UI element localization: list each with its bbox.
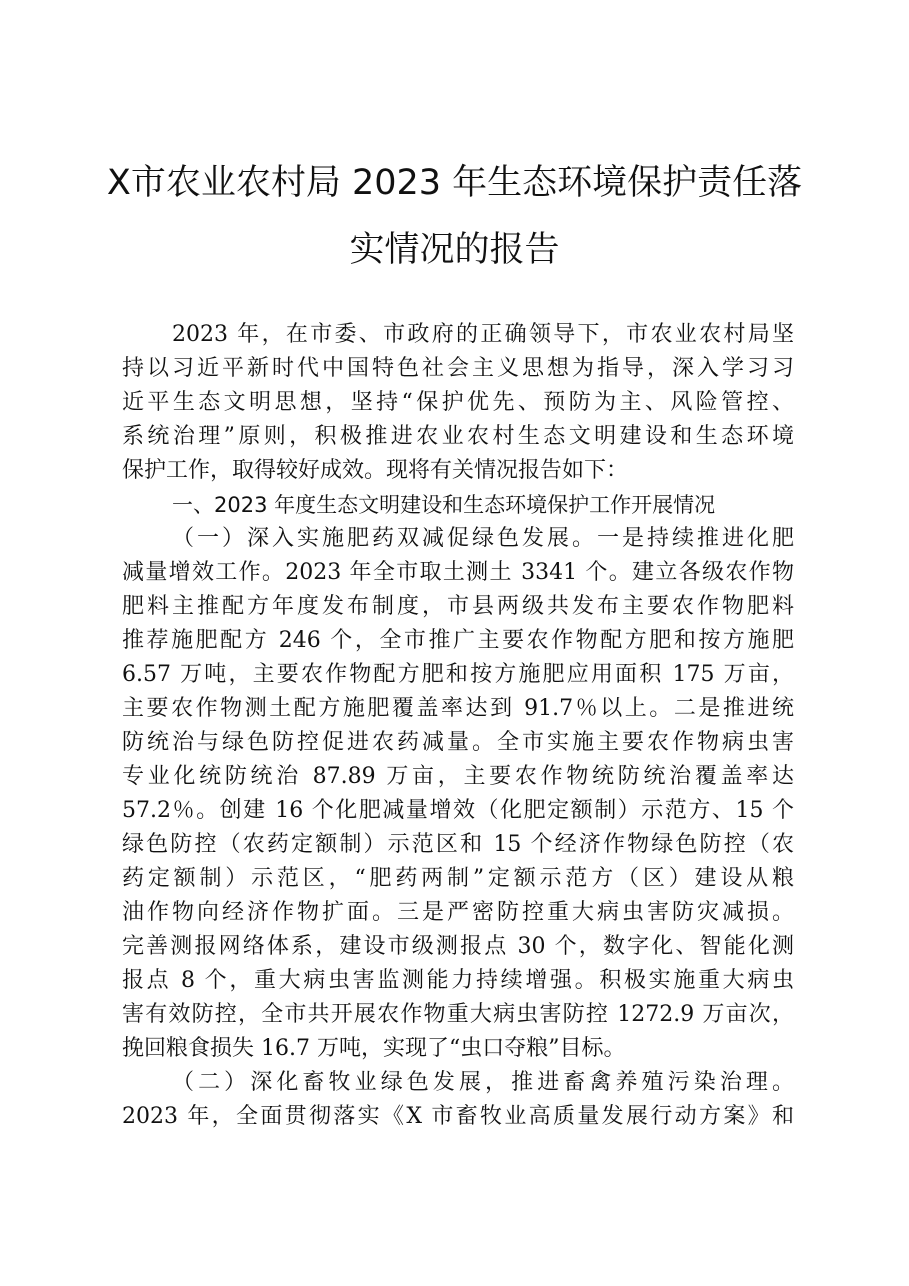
intro-paragraph-line: 系统治理”原则，积极推进农业农村生态文明建设和生态环境 xyxy=(122,424,794,449)
body-paragraph-line: 药定额制）示范区，“肥药两制”定额示范方（区）建设从粮 xyxy=(122,866,794,891)
intro-paragraph-line: 2023 年，在市委、市政府的正确领导下，市农业农村局坚 xyxy=(172,322,794,347)
body-paragraph-line: 油作物向经济作物扩面。三是严密防控重大病虫害防灾减损。 xyxy=(122,900,794,925)
body-paragraph-line: 肥料主推配方年度发布制度，市县两级共发布主要农作物肥料 xyxy=(122,594,794,619)
body-paragraph-line: 57.2％。创建 16 个化肥减量增效（化肥定额制）示范方、15 个 xyxy=(122,798,794,823)
body-paragraph-line: （二）深化畜牧业绿色发展，推进畜禽养殖污染治理。 xyxy=(172,1070,794,1095)
document-title-line-1: X市农业农村局 2023 年生态环境保护责任落 xyxy=(106,163,803,203)
body-paragraph-line: 减量增效工作。2023 年全市取土测土 3341 个。建立各级农作物 xyxy=(122,560,794,585)
body-paragraph-line: 挽回粮食损失 16.7 万吨，实现了“虫口夺粮”目标。 xyxy=(122,1036,626,1061)
document-title-line-2: 实情况的报告 xyxy=(349,230,560,270)
body-paragraph-line: 推荐施肥配方 246 个，全市推广主要农作物配方肥和按方施肥 xyxy=(122,628,794,653)
body-paragraph-line: 报点 8 个，重大病虫害监测能力持续增强。积极实施重大病虫 xyxy=(122,968,794,993)
body-paragraph-line: 防统治与绿色防控促进农药减量。全市实施主要农作物病虫害 xyxy=(122,730,794,755)
body-paragraph-line: 专业化统防统治 87.89 万亩，主要农作物统防统治覆盖率达 xyxy=(122,764,794,789)
body-paragraph-line: 害有效防控，全市共开展农作物重大病虫害防控 1272.9 万亩次， xyxy=(122,1002,794,1027)
section-heading: 一、2023 年度生态文明建设和生态环境保护工作开展情况 xyxy=(172,493,716,517)
body-paragraph-line: （一）深入实施肥药双减促绿色发展。一是持续推进化肥 xyxy=(172,526,794,551)
body-paragraph-line: 主要农作物测土配方施肥覆盖率达到 91.7％以上。二是推进统 xyxy=(122,696,794,721)
body-paragraph-line: 2023 年，全面贯彻落实《X 市畜牧业高质量发展行动方案》和 xyxy=(122,1104,794,1129)
intro-paragraph-line: 保护工作，取得较好成效。现将有关情况报告如下： xyxy=(122,458,629,483)
body-paragraph-line: 绿色防控（农药定额制）示范区和 15 个经济作物绿色防控（农 xyxy=(122,832,794,857)
intro-paragraph-line: 近平生态文明思想，坚持“保护优先、预防为主、风险管控、 xyxy=(122,390,794,415)
body-paragraph-line: 6.57 万吨，主要农作物配方肥和按方施肥应用面积 175 万亩， xyxy=(122,662,794,687)
intro-paragraph-line: 持以习近平新时代中国特色社会主义思想为指导，深入学习习 xyxy=(122,356,794,381)
body-paragraph-line: 完善测报网络体系，建设市级测报点 30 个，数字化、智能化测 xyxy=(122,934,794,959)
